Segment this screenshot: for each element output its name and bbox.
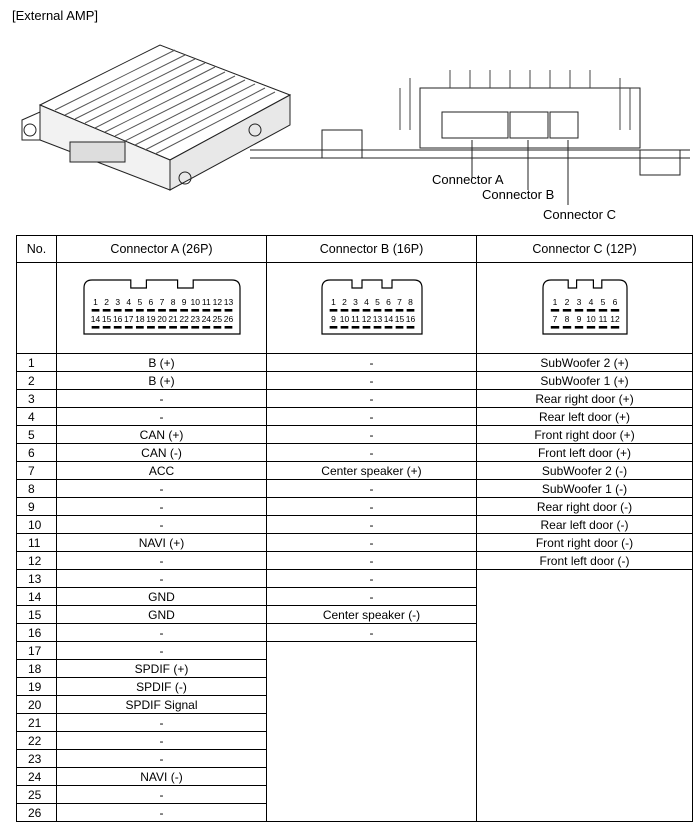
pin-terminal [373, 309, 381, 312]
connector-a-face [82, 274, 242, 338]
pin-label: 25 [212, 314, 222, 324]
pin-number: 3 [17, 390, 57, 408]
connector-a-cell: CAN (+) [57, 426, 267, 444]
connector-a-cell: - [57, 480, 267, 498]
pin-label: 16 [405, 314, 415, 324]
table-row [17, 462, 693, 480]
connector-b-cell: - [267, 570, 477, 588]
callout-connector-a: Connector A [432, 172, 504, 187]
pin-terminal [113, 326, 121, 329]
pin-number: 4 [17, 408, 57, 426]
pin-label: 15 [101, 314, 111, 324]
pin-number: 2 [17, 372, 57, 390]
pin-terminal [610, 309, 618, 312]
pin-number: 16 [17, 624, 57, 642]
table-row [17, 444, 693, 462]
pin-label: 9 [576, 314, 581, 324]
pin-terminal [329, 326, 337, 329]
connector-a-cell: - [57, 516, 267, 534]
connector-b-shape [510, 112, 548, 138]
pin-number: 13 [17, 570, 57, 588]
connector-c-cell: Rear left door (-) [477, 516, 693, 534]
pin-label: 20 [156, 314, 167, 324]
connector-c-cell: Rear right door (+) [477, 390, 693, 408]
pin-terminal [574, 326, 582, 329]
pin-label: 1 [552, 297, 557, 307]
pin-number: 24 [17, 768, 57, 786]
pin-terminal [550, 326, 558, 329]
pin-label: 9 [330, 314, 336, 324]
pin-terminal [574, 309, 582, 312]
pin-terminal [406, 326, 414, 329]
pin-label: 8 [407, 297, 413, 307]
connector-a-cell: - [57, 552, 267, 570]
pin-label: 3 [576, 297, 581, 307]
pin-terminal [598, 326, 606, 329]
connector-a-cell: - [57, 732, 267, 750]
pin-terminal [135, 326, 143, 329]
pin-table [16, 235, 693, 822]
pin-label: 5 [600, 297, 605, 307]
connector-b-cell: - [267, 588, 477, 606]
pin-number: 15 [17, 606, 57, 624]
connector-a-cell: - [57, 750, 267, 768]
pin-label: 26 [223, 314, 233, 324]
pin-terminal [384, 326, 392, 329]
amp-illustration [0, 0, 700, 230]
pin-terminal [562, 309, 570, 312]
pin-terminal [102, 309, 110, 312]
table-row [17, 570, 693, 588]
connector-b-cell: - [267, 624, 477, 642]
pin-label: 7 [396, 297, 402, 307]
pin-label: 13 [223, 297, 233, 307]
connector-a-cell: - [57, 624, 267, 642]
pin-terminal [169, 309, 177, 312]
pin-terminal [610, 326, 618, 329]
connector-c-cell: Front left door (-) [477, 552, 693, 570]
pin-label: 22 [178, 314, 189, 324]
pin-terminal [340, 309, 348, 312]
pin-label: 3 [352, 297, 358, 307]
pin-number: 10 [17, 516, 57, 534]
connector-a-cell: CAN (-) [57, 444, 267, 462]
pin-label: 18 [134, 314, 145, 324]
pin-label: 1 [330, 297, 336, 307]
pin-number: 25 [17, 786, 57, 804]
pin-label: 4 [125, 297, 131, 307]
connector-a-shape [442, 112, 508, 138]
pin-terminal [158, 309, 166, 312]
pin-label: 11 [201, 297, 211, 307]
pin-number: 9 [17, 498, 57, 516]
pin-terminal [180, 309, 188, 312]
pin-label: 17 [123, 314, 134, 324]
pin-label: 12 [609, 314, 620, 324]
pin-terminal [213, 309, 221, 312]
pin-terminal [191, 326, 199, 329]
table-row [17, 354, 693, 372]
pin-number: 23 [17, 750, 57, 768]
pin-label: 4 [363, 297, 369, 307]
table-row [17, 516, 693, 534]
face_c-housing [543, 280, 627, 334]
pin-terminal [395, 326, 403, 329]
pin-terminal [598, 309, 606, 312]
pin-terminal [329, 309, 337, 312]
table-row [17, 372, 693, 390]
connector-a-cell: - [57, 498, 267, 516]
pin-terminal [362, 326, 370, 329]
connector-b-cell: Center speaker (-) [267, 606, 477, 624]
pin-label: 15 [394, 314, 404, 324]
pin-terminal [224, 309, 232, 312]
connector-c-cell: Front right door (-) [477, 534, 693, 552]
pin-number: 1 [17, 354, 57, 372]
connector-b-cell: - [267, 372, 477, 390]
pin-label: 10 [339, 314, 349, 324]
connector-a-cell: NAVI (-) [57, 768, 267, 786]
connector-b-cell: - [267, 426, 477, 444]
connector-b-empty [267, 642, 477, 822]
pin-label: 6 [385, 297, 391, 307]
connector-a-cell: SPDIF (-) [57, 678, 267, 696]
pin-number: 22 [17, 732, 57, 750]
pin-number: 26 [17, 804, 57, 822]
header-row [17, 236, 693, 263]
pin-label: 19 [145, 314, 156, 324]
pin-terminal [586, 309, 594, 312]
pin-number: 21 [17, 714, 57, 732]
pin-label: 6 [148, 297, 153, 307]
connector-c-cell: SubWoofer 1 (-) [477, 480, 693, 498]
table-row [17, 552, 693, 570]
connector-c-shape [550, 112, 578, 138]
pin-label: 8 [170, 297, 175, 307]
pin-terminal [91, 309, 99, 312]
connector-c-cell: SubWoofer 2 (+) [477, 354, 693, 372]
connector-a-cell: SPDIF (+) [57, 660, 267, 678]
header-connector-a: Connector A (26P) [57, 236, 267, 263]
connector-b-cell: - [267, 552, 477, 570]
page-title: [External AMP] [12, 8, 98, 23]
callout-connector-c: Connector C [543, 207, 616, 222]
pin-terminal [169, 326, 177, 329]
connector-b-cell: - [267, 516, 477, 534]
amp-front-face [420, 88, 640, 148]
connector-b-cell: - [267, 390, 477, 408]
pin-terminal [362, 309, 370, 312]
connector-c-cell: Front right door (+) [477, 426, 693, 444]
pin-label: 11 [350, 314, 360, 324]
pin-terminal [147, 309, 155, 312]
pin-label: 2 [564, 297, 569, 307]
pin-label: 4 [588, 297, 593, 307]
pin-label: 5 [374, 297, 380, 307]
pin-number: 12 [17, 552, 57, 570]
connector-c-cell: Front left door (+) [477, 444, 693, 462]
connector-c-cell: SubWoofer 2 (-) [477, 462, 693, 480]
connector-b-cell: - [267, 444, 477, 462]
connector-a-cell: - [57, 804, 267, 822]
pin-label: 8 [564, 314, 569, 324]
pin-label: 10 [585, 314, 596, 324]
pin-label: 7 [552, 314, 557, 324]
pin-number: 6 [17, 444, 57, 462]
pin-label: 12 [361, 314, 371, 324]
pin-label: 13 [372, 314, 382, 324]
pin-number: 7 [17, 462, 57, 480]
pin-terminal [202, 326, 210, 329]
pin-label: 6 [612, 297, 617, 307]
connector-a-cell: - [57, 714, 267, 732]
connector-b-cell: - [267, 480, 477, 498]
pin-number: 5 [17, 426, 57, 444]
connector-a-cell: ACC [57, 462, 267, 480]
connector-a-cell: - [57, 390, 267, 408]
pin-terminal [384, 309, 392, 312]
pin-terminal [135, 309, 143, 312]
pin-terminal [351, 326, 359, 329]
header-connector-c: Connector C (12P) [477, 236, 693, 263]
pin-terminal [586, 326, 594, 329]
pin-label: 12 [212, 297, 222, 307]
header-no: No. [17, 236, 57, 263]
pin-label: 5 [136, 297, 142, 307]
pin-number: 11 [17, 534, 57, 552]
pin-label: 23 [189, 314, 200, 324]
callout-connector-b: Connector B [482, 187, 555, 202]
pin-terminal [351, 309, 359, 312]
connector-c-cell: SubWoofer 1 (+) [477, 372, 693, 390]
pin-terminal [224, 326, 232, 329]
pin-label: 3 [114, 297, 120, 307]
table-row [17, 498, 693, 516]
connector-b-cell: - [267, 354, 477, 372]
pin-terminal [91, 326, 99, 329]
pin-number: 14 [17, 588, 57, 606]
pin-label: 16 [112, 314, 122, 324]
pin-terminal [340, 326, 348, 329]
face_a-housing [84, 280, 240, 334]
pin-label: 24 [201, 314, 211, 324]
pin-label: 14 [383, 314, 393, 324]
pin-terminal [124, 326, 132, 329]
pin-label: 10 [189, 297, 200, 307]
pin-label: 7 [159, 297, 164, 307]
pin-terminal [113, 309, 121, 312]
pin-terminal [191, 309, 199, 312]
pin-terminal [102, 326, 110, 329]
pin-terminal [147, 326, 155, 329]
pin-terminal [373, 326, 381, 329]
connector-a-cell: B (+) [57, 372, 267, 390]
connector-b-cell: - [267, 498, 477, 516]
connector-a-cell: NAVI (+) [57, 534, 267, 552]
connector-a-cell: GND [57, 588, 267, 606]
pin-label: 21 [167, 314, 178, 324]
pin-label: 1 [92, 297, 98, 307]
connector-a-cell: - [57, 570, 267, 588]
pin-terminal [124, 309, 132, 312]
pin-number: 19 [17, 678, 57, 696]
connector-b-cell: - [267, 408, 477, 426]
face_b-housing [322, 280, 422, 334]
table-row [17, 390, 693, 408]
table-row [17, 408, 693, 426]
connector-a-cell: - [57, 408, 267, 426]
connector-a-cell: SPDIF Signal [57, 696, 267, 714]
pin-terminal [550, 309, 558, 312]
connector-c-face [541, 274, 629, 338]
connector-a-cell: GND [57, 606, 267, 624]
connector-b-cell: Center speaker (+) [267, 462, 477, 480]
table-row [17, 480, 693, 498]
connector-b-cell: - [267, 534, 477, 552]
connector-c-cell: Rear left door (+) [477, 408, 693, 426]
connector-c-cell: Rear right door (-) [477, 498, 693, 516]
pin-terminal [213, 326, 221, 329]
pin-terminal [158, 326, 166, 329]
pin-label: 2 [103, 297, 109, 307]
connector-a-cell: - [57, 786, 267, 804]
pin-label: 14 [90, 314, 100, 324]
connector-a-cell: - [57, 642, 267, 660]
pin-label: 9 [181, 297, 187, 307]
header-connector-b: Connector B (16P) [267, 236, 477, 263]
pin-number: 8 [17, 480, 57, 498]
pin-terminal [406, 309, 414, 312]
pin-number: 20 [17, 696, 57, 714]
pin-terminal [180, 326, 188, 329]
connector-b-face [320, 274, 424, 338]
pin-terminal [562, 326, 570, 329]
connector-a-cell: B (+) [57, 354, 267, 372]
pin-terminal [202, 309, 210, 312]
pin-label: 11 [598, 314, 607, 324]
table-row [17, 534, 693, 552]
pin-number: 18 [17, 660, 57, 678]
connector-drawing-row [17, 263, 693, 354]
table-row [17, 426, 693, 444]
pin-label: 2 [341, 297, 347, 307]
pin-number: 17 [17, 642, 57, 660]
pin-terminal [395, 309, 403, 312]
connector-c-empty [477, 570, 693, 822]
